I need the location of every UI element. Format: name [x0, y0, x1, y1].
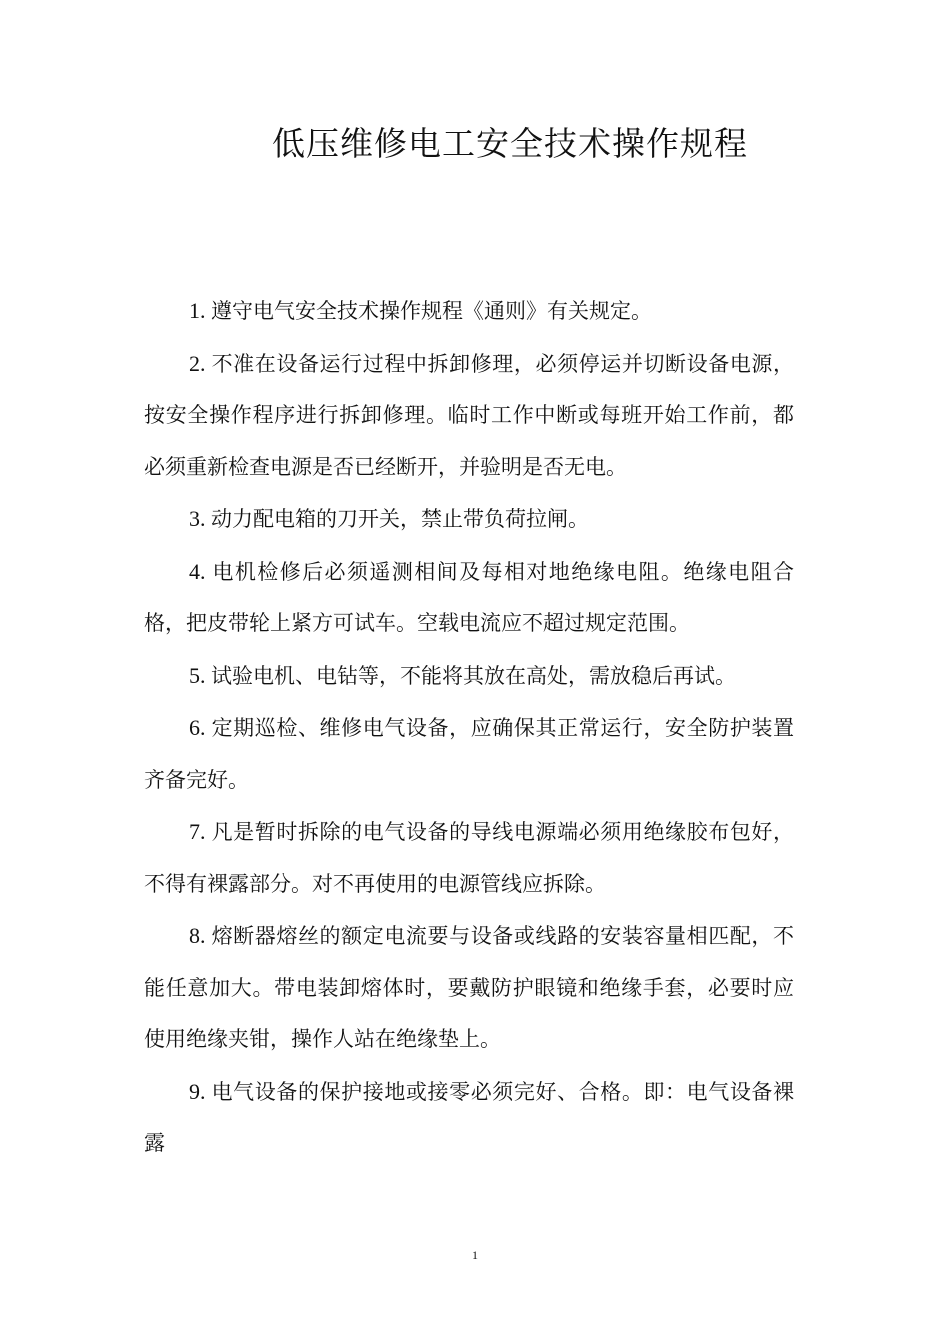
item-text: 熔断器熔丝的额定电流要与设备或线路的安装容量相匹配，不能任意加大。带电装卸熔体时，要戴防护眼镜和绝缘手套，必要时应使用绝缘夹钳，操作人站在绝缘垫上。: [144, 924, 794, 1051]
item-text: 不准在设备运行过程中拆卸修理，必须停运并切断设备电源，按安全操作程序进行拆卸修理。临时工作中断或每班开始工作前，都必须重新检查电源是否已经断开，并验明是否无电。: [144, 351, 794, 479]
item-text: 遵守电气安全技术操作规程《通则》有关规定。: [211, 299, 652, 323]
item-number: 9.: [189, 1078, 212, 1104]
document-title: 低压维修电工安全技术操作规程: [272, 124, 748, 163]
item-number: 8.: [189, 923, 212, 948]
item-text: 电气设备的保护接地或接零必须完好、合格。即：电气设备裸露: [144, 1079, 794, 1155]
list-item: [144, 650, 794, 703]
list-item: [144, 702, 794, 806]
item-number: 6.: [189, 715, 212, 740]
list-item: [144, 806, 794, 910]
item-number: 2.: [189, 350, 212, 376]
item-number: 5.: [189, 662, 211, 688]
list-item: [144, 910, 794, 1066]
item-text: 动力配电箱的刀开关，禁止带负荷拉闸。: [211, 507, 589, 531]
item-text: 电机检修后必须遥测相间及每相对地绝缘电阻。绝缘电阻合格，把皮带轮上紧方可试车。空载电流应不超过规定范围。: [144, 559, 795, 635]
list-item: [144, 546, 794, 650]
item-text: 定期巡检、维修电气设备，应确保其正常运行，安全防护装置齐备完好。: [144, 716, 794, 792]
item-text: 试验电机、电钻等，不能将其放在高处，需放稳后再试。: [211, 663, 736, 688]
item-number: 7.: [189, 819, 212, 844]
item-number: 1.: [189, 298, 211, 323]
list-item: [144, 493, 794, 546]
list-item: [144, 1066, 794, 1170]
item-text: 凡是暂时拆除的电气设备的导线电源端必须用绝缘胶布包好，不得有裸露部分。对不再使用的电源管线应拆除。: [144, 820, 794, 896]
document-body: [144, 285, 794, 1170]
list-item: [144, 285, 794, 338]
list-item: [144, 338, 794, 494]
item-number: 4.: [189, 558, 213, 584]
item-number: 3.: [189, 506, 211, 531]
page-number: 1: [472, 1248, 478, 1262]
